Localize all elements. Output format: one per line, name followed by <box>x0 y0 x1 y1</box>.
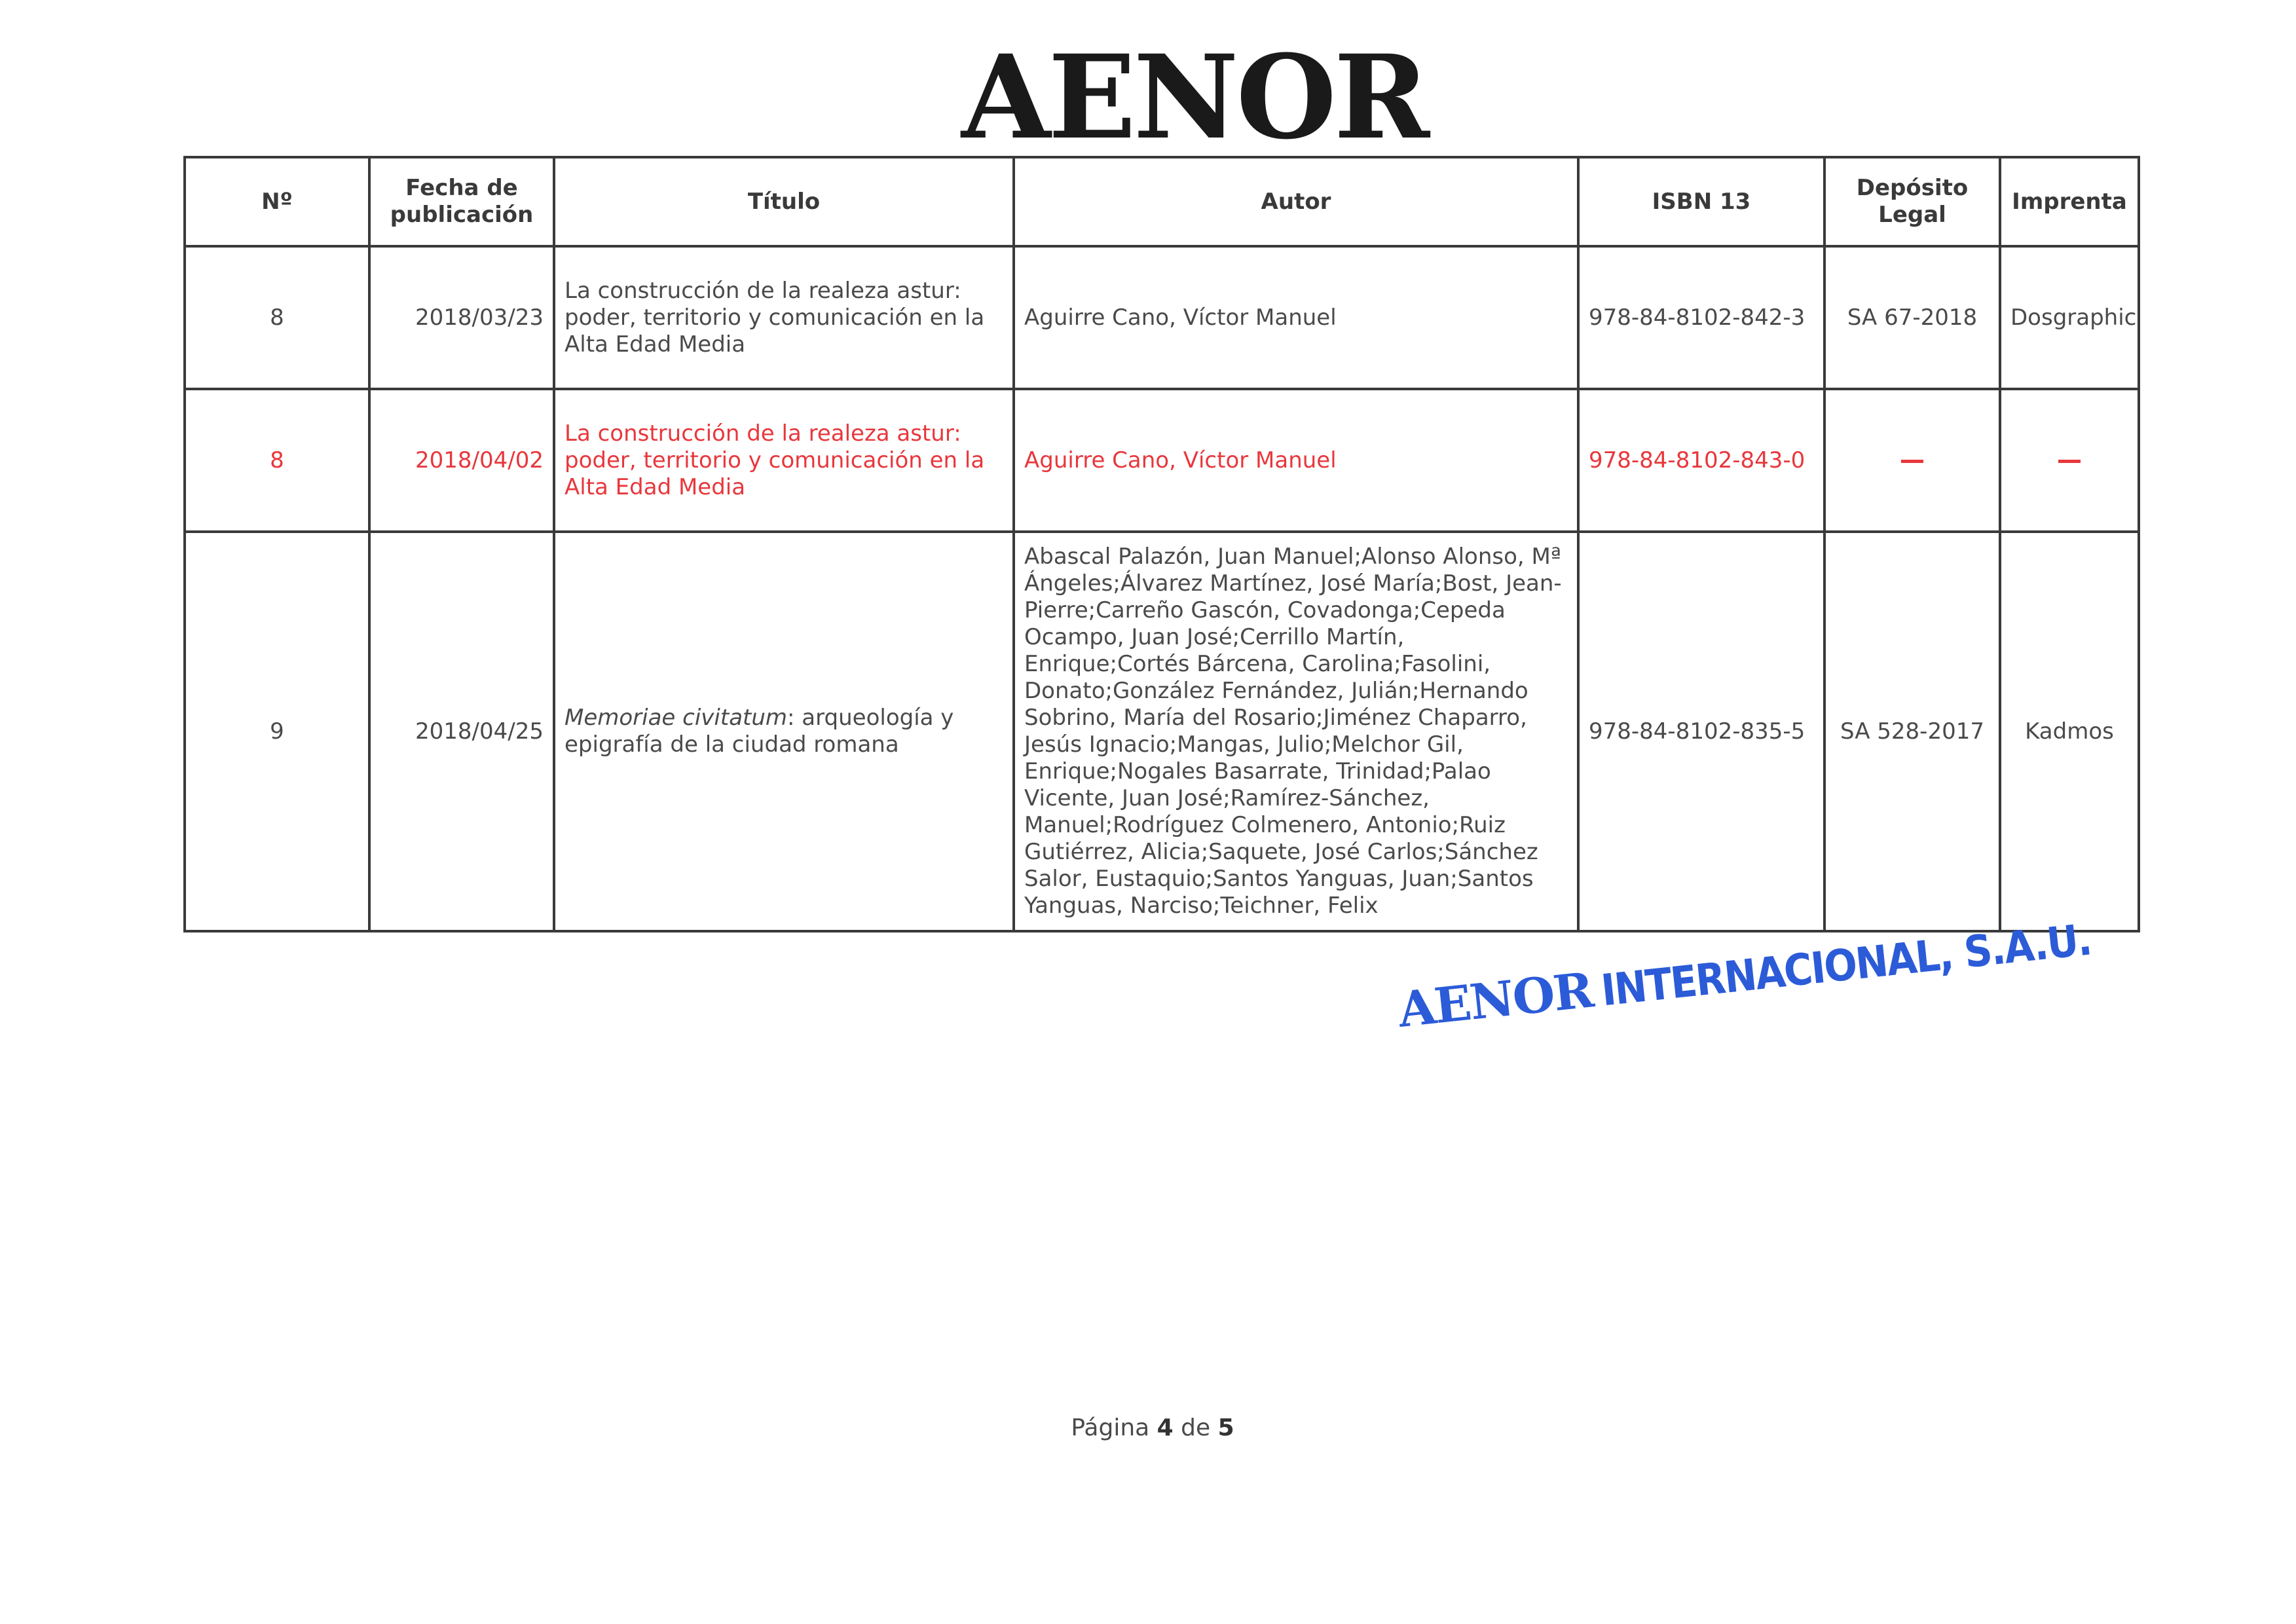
cell-autor: Aguirre Cano, Víctor Manuel <box>1014 246 1578 389</box>
cell-autor: Aguirre Cano, Víctor Manuel <box>1014 389 1578 532</box>
title-italic: Memoriae civitatum <box>565 705 788 731</box>
stamp-logo: AENOR <box>1396 962 1595 1039</box>
footer-middle: de <box>1181 1414 1211 1441</box>
cell-deposito: SA 67-2018 <box>1824 246 2000 389</box>
cell-no: 8 <box>185 246 369 389</box>
cell-imprenta: Kadmos <box>2000 532 2139 931</box>
title-rest: : arqueología y epigrafía de la ciudad romana <box>565 705 954 758</box>
cell-titulo <box>554 532 1014 931</box>
cell-no: 8 <box>185 389 369 532</box>
table-row <box>185 532 2139 931</box>
page-current: 4 <box>1157 1414 1174 1441</box>
col-header-deposito: Depósito Legal <box>1824 157 2000 246</box>
footer-prefix: Página <box>1071 1414 1150 1441</box>
cell-fecha: 2018/04/25 <box>369 532 554 931</box>
page-footer <box>982 1414 1323 1441</box>
cell-autor: Abascal Palazón, Juan Manuel;Alonso Alonso, Mª Ángeles;Álvarez Martínez, José María;Bost, Jean-Pierre;Carreño Gascón, Covadonga;Cepeda Ocampo, Juan José;Cerrillo Martín, Enrique;Cortés Bárcena, Carolina;Fasolini, Donato;González Fernández, Julián;Hernando Sobrino, María del Rosario;Jiménez Chaparro, Jesús Ignacio;Mangas, Julio;Melchor Gil, Enrique;Nogales Basarrate, Trinidad;Palao Vicente, Juan José;Ramírez-Sánchez, Manuel;Rodríguez Colmenero, Antonio;Ruiz Gutiérrez, Alicia;Saquete, José Carlos;Sánchez Salor, Eustaquio;Santos Yanguas, Juan;Santos Yanguas, Narciso;Teichner, Felix <box>1014 532 1578 931</box>
dash-mark <box>1901 460 1923 463</box>
table-header-row <box>185 157 2139 246</box>
cell-imprenta <box>2000 389 2139 532</box>
cell-isbn: 978-84-8102-842-3 <box>1578 246 1824 389</box>
col-header-imprenta: Imprenta <box>2000 157 2139 246</box>
aenor-logo: AENOR <box>961 29 1428 165</box>
cell-deposito: SA 528-2017 <box>1824 532 2000 931</box>
table-row <box>185 246 2139 389</box>
cell-titulo: La construcción de la realeza astur: poder, territorio y comunicación en la Alta Edad Media <box>554 389 1014 532</box>
cell-no: 9 <box>185 532 369 931</box>
company-stamp <box>1396 914 2094 1039</box>
cell-titulo: La construcción de la realeza astur: poder, territorio y comunicación en la Alta Edad Media <box>554 246 1014 389</box>
col-header-isbn: ISBN 13 <box>1578 157 1824 246</box>
cell-imprenta: Dosgraphic <box>2000 246 2139 389</box>
publications-table <box>183 156 2140 932</box>
stamp-text: INTERNACIONAL, S.A.U. <box>1599 914 2094 1016</box>
col-header-fecha: Fecha de publicación <box>369 157 554 246</box>
page-total: 5 <box>1217 1414 1234 1441</box>
cell-fecha: 2018/03/23 <box>369 246 554 389</box>
dash-mark <box>2058 460 2081 463</box>
cell-deposito <box>1824 389 2000 532</box>
col-header-titulo: Título <box>554 157 1014 246</box>
table-row <box>185 389 2139 532</box>
col-header-no: Nº <box>185 157 369 246</box>
cell-isbn: 978-84-8102-835-5 <box>1578 532 1824 931</box>
cell-fecha: 2018/04/02 <box>369 389 554 532</box>
cell-isbn: 978-84-8102-843-0 <box>1578 389 1824 532</box>
col-header-autor: Autor <box>1014 157 1578 246</box>
